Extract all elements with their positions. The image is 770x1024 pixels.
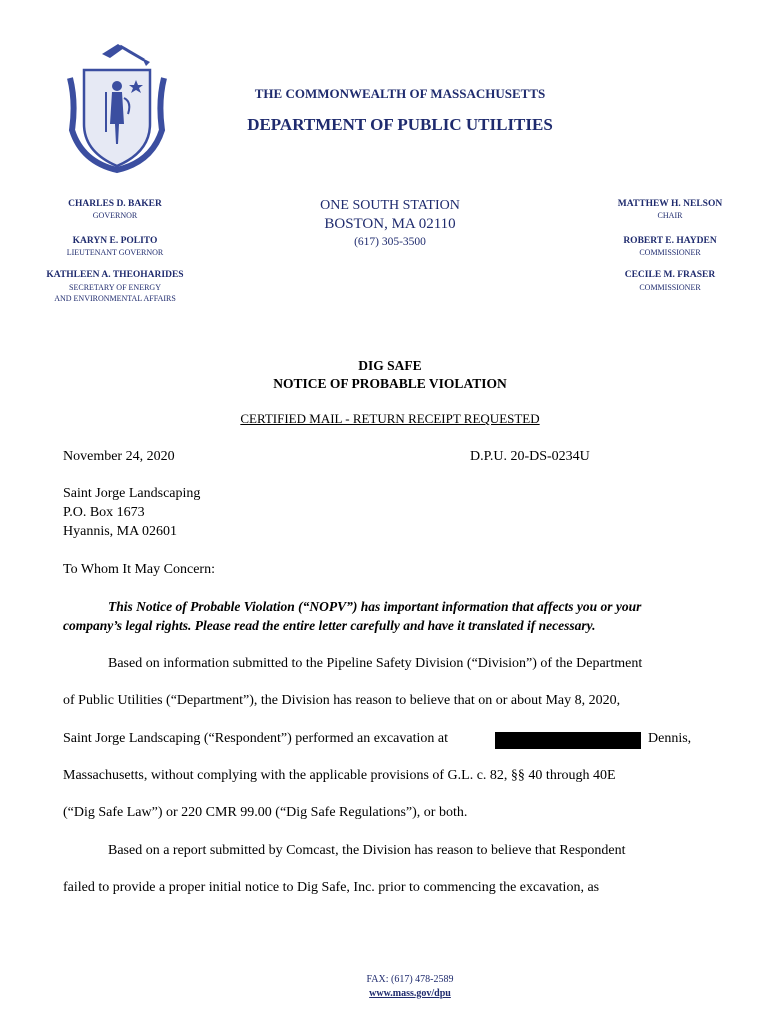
- official-governor-title: GOVERNOR: [92, 211, 138, 220]
- official-commissioner2-title: COMMISSIONER: [639, 283, 701, 292]
- official-commissioner1-title: COMMISSIONER: [639, 248, 701, 257]
- redacted-address: [495, 732, 641, 749]
- docket-number: D.P.U. 20-DS-0234U: [470, 449, 590, 464]
- footer-website-link[interactable]: www.mass.gov/dpu: [369, 988, 451, 999]
- official-secretary-name: KATHLEEN A. THEOHARIDES: [46, 270, 184, 280]
- paragraph1-line1: Based on information submitted to the Pipeline Safety Division (“Division”) of the Department: [108, 656, 643, 671]
- notice-title-dig-safe: DIG SAFE: [358, 358, 422, 373]
- official-chair-name: MATTHEW H. NELSON: [617, 199, 723, 209]
- official-chair-title: CHAIR: [657, 211, 683, 220]
- warning-line-1: This Notice of Probable Violation (“NOPV”) has important information that affects you or your: [108, 599, 642, 614]
- official-lt-governor-title: LIEUTENANT GOVERNOR: [66, 248, 164, 257]
- address-line2: BOSTON, MA 02110: [324, 216, 456, 232]
- paragraph2-line1: Based on a report submitted by Comcast, the Division has reason to believe that Respondent: [108, 843, 626, 858]
- address-phone: (617) 305-3500: [354, 236, 426, 248]
- official-lt-governor-name: KARYN E. POLITO: [72, 236, 158, 246]
- recipient-name: Saint Jorge Landscaping: [63, 486, 201, 501]
- massachusetts-seal-icon: [62, 40, 172, 174]
- department-heading: DEPARTMENT OF PUBLIC UTILITIES: [247, 115, 553, 134]
- notice-title-nopv: NOTICE OF PROBABLE VIOLATION: [273, 376, 507, 391]
- paragraph1-line5: (“Dig Safe Law”) or 220 CMR 99.00 (“Dig Safe Regulations”), or both.: [63, 805, 468, 820]
- letter-date: November 24, 2020: [63, 449, 175, 464]
- official-secretary-title-2: AND ENVIRONMENTAL AFFAIRS: [54, 294, 176, 303]
- official-governor-name: CHARLES D. BAKER: [68, 199, 162, 209]
- paragraph1-line2: of Public Utilities (“Department”), the Division has reason to believe that on or about May 8, 2020,: [63, 693, 621, 708]
- official-commissioner2-name: CECILE M. FRASER: [624, 270, 716, 280]
- paragraph1-line3b: Dennis,: [648, 731, 692, 746]
- recipient-city: Hyannis, MA 02601: [63, 524, 177, 539]
- footer-fax: FAX: (617) 478-2589: [366, 974, 454, 985]
- salutation: To Whom It May Concern:: [63, 562, 215, 577]
- paragraph2-line2: failed to provide a proper initial notice to Dig Safe, Inc. prior to commencing the excavation, as: [63, 880, 600, 895]
- certified-mail-line: CERTIFIED MAIL - RETURN RECEIPT REQUESTED: [240, 411, 540, 426]
- address-line1: ONE SOUTH STATION: [320, 198, 460, 213]
- commonwealth-heading: THE COMMONWEALTH OF MASSACHUSETTS: [254, 86, 546, 101]
- paragraph1-line4: Massachusetts, without complying with the applicable provisions of G.L. c. 82, §§ 40 through 40E: [63, 768, 616, 783]
- official-secretary-title-1: SECRETARY OF ENERGY: [69, 283, 161, 292]
- paragraph1-line3a: Saint Jorge Landscaping (“Respondent”) performed an excavation at: [63, 731, 448, 746]
- official-commissioner1-name: ROBERT E. HAYDEN: [623, 236, 717, 246]
- recipient-box: P.O. Box 1673: [63, 505, 145, 520]
- warning-line-2: company’s legal rights. Please read the entire letter carefully and have it translated if necessary.: [63, 618, 596, 633]
